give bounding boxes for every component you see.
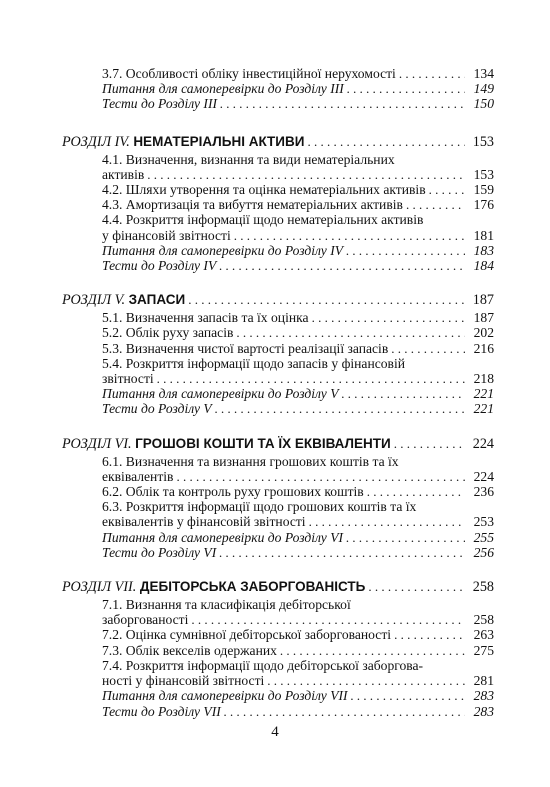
toc-entry xyxy=(62,212,494,242)
entry-label: 5.1. Визначення запасів та їх оцінка xyxy=(102,310,309,326)
entry-label: 5.2. Облік руху запасів xyxy=(102,325,234,341)
entry-page-number: 150 xyxy=(473,96,494,112)
toc-entry-extra xyxy=(62,401,494,416)
dot-leader xyxy=(367,484,465,499)
section-part-label: РОЗДІЛ VI. xyxy=(62,435,132,452)
entry-page-number: 263 xyxy=(473,627,494,643)
entry-label: Питання для самоперевірки до Розділу V xyxy=(102,386,339,402)
toc-entry-extra xyxy=(62,96,494,111)
toc-entry-extra xyxy=(62,530,494,545)
entry-label: еквівалентів у фінансовій звітності xyxy=(102,514,306,530)
toc-entry-extra xyxy=(62,704,494,719)
toc-section xyxy=(62,435,494,560)
section-part-label: РОЗДІЛ VII. xyxy=(62,579,137,596)
toc-entry xyxy=(62,197,494,212)
entry-line: 7.1. Визнання та класифікація дебіторської xyxy=(102,597,351,613)
toc-entry xyxy=(62,597,494,627)
dot-leader xyxy=(219,258,465,273)
entry-label: заборгованості xyxy=(102,612,189,628)
dot-leader xyxy=(147,167,465,182)
section-title: НЕМАТЕРІАЛЬНІ АКТИВИ xyxy=(133,133,305,149)
entry-label: Питання для самоперевірки до Розділу VII xyxy=(102,688,348,704)
entry-page-number: 149 xyxy=(473,81,494,97)
entry-label: 7.2. Оцінка сумнівної дебіторської заборгованості xyxy=(102,627,392,643)
section-heading-label xyxy=(62,578,365,596)
entry-page-number: 283 xyxy=(473,703,494,719)
entry-page-number: 202 xyxy=(473,325,494,341)
entry-label: Тести до Розділу ІІІ xyxy=(102,96,218,112)
toc-entry xyxy=(62,454,494,484)
entry-page-number: 256 xyxy=(473,544,494,560)
entry-page-number: 218 xyxy=(473,371,494,387)
entry-label: 4.3. Амортизація та вибуття нематеріальних активів xyxy=(102,197,403,213)
toc-entry-extra xyxy=(62,81,494,96)
section-page-number: 224 xyxy=(472,435,494,452)
entry-label: 5.3. Визначення чистої вартості реалізації запасів xyxy=(102,340,389,356)
entry-line: 6.1. Визначення та визнання грошових коштів та їх xyxy=(102,453,399,469)
entry-page-number: 236 xyxy=(473,484,494,500)
entry-label: 3.7. Особливості обліку інвестиційної нерухомості xyxy=(102,66,396,81)
toc-entry xyxy=(62,484,494,499)
toc-entry-extra xyxy=(62,243,494,258)
toc-entry xyxy=(62,356,494,386)
entry-label: Тести до Розділу IV xyxy=(102,258,217,274)
entry-page-number: 183 xyxy=(473,242,494,258)
entry-page-number: 176 xyxy=(473,197,494,213)
entry-page-number: 184 xyxy=(473,258,494,274)
dot-leader xyxy=(394,435,465,452)
dot-leader xyxy=(191,612,465,627)
dot-leader xyxy=(309,514,465,529)
entry-page-number: 187 xyxy=(473,310,494,326)
toc-entry-extra xyxy=(62,545,494,560)
section-title: ДЕБІТОРСЬКА ЗАБОРГОВАНІСТЬ xyxy=(139,579,366,595)
entry-page-number: 283 xyxy=(473,688,494,704)
dot-leader xyxy=(351,688,465,703)
toc-section xyxy=(62,66,494,112)
entry-page-number: 255 xyxy=(473,529,494,545)
section-page-number: 153 xyxy=(472,133,494,150)
entry-label: Тести до Розділу VII xyxy=(102,703,221,719)
entry-page-number: 281 xyxy=(473,673,494,689)
dot-leader xyxy=(280,643,465,658)
dot-leader xyxy=(406,197,465,212)
entry-line: 7.4. Розкриття інформації щодо дебіторської заборгова- xyxy=(102,657,424,673)
entry-page-number: 253 xyxy=(473,514,494,530)
toc-section xyxy=(62,578,494,719)
table-of-contents xyxy=(62,66,494,737)
section-page-number: 187 xyxy=(472,292,494,309)
entry-line: 6.3. Розкриття інформації щодо грошових коштів та їх xyxy=(102,499,417,515)
entry-label: у фінансовій звітності xyxy=(102,227,231,243)
section-title: ЗАПАСИ xyxy=(128,292,186,308)
entry-label: Тести до Розділу VI xyxy=(102,544,217,560)
entry-page-number: 134 xyxy=(473,66,494,81)
entry-label: 4.2. Шляхи утворення та оцінка нематеріальних активів xyxy=(102,182,426,198)
dot-leader xyxy=(267,673,465,688)
dot-leader xyxy=(342,386,465,401)
dot-leader xyxy=(312,310,465,325)
entry-line: 4.4. Розкриття інформації щодо нематеріальних активів xyxy=(102,212,424,228)
entry-line: 4.1. Визначення, визнання та види нематеріальних xyxy=(102,151,395,167)
dot-leader xyxy=(188,291,465,308)
entry-label: еквівалентів xyxy=(102,468,174,484)
section-heading xyxy=(62,291,494,309)
dot-leader xyxy=(399,66,465,81)
section-part-label: РОЗДІЛ IV. xyxy=(62,133,130,150)
dot-leader xyxy=(236,325,465,340)
dot-leader xyxy=(224,704,465,719)
toc-entry-extra xyxy=(62,688,494,703)
section-title: ГРОШОВІ КОШТИ ТА ЇХ ЕКВІВАЛЕНТИ xyxy=(135,435,391,451)
toc-entry xyxy=(62,643,494,658)
dot-leader xyxy=(176,469,465,484)
entry-label: звітності xyxy=(102,371,154,387)
dot-leader xyxy=(347,81,465,96)
toc-entry xyxy=(62,499,494,529)
section-page-number: 258 xyxy=(472,579,494,596)
section-heading xyxy=(62,133,494,151)
dot-leader xyxy=(346,530,465,545)
toc-entry xyxy=(62,627,494,642)
dot-leader xyxy=(307,133,465,150)
dot-leader xyxy=(220,96,465,111)
dot-leader xyxy=(215,401,465,416)
section-heading-label xyxy=(62,291,185,309)
dot-leader xyxy=(234,228,465,243)
page-number: 4 xyxy=(271,724,279,740)
toc-entry xyxy=(62,182,494,197)
entry-label: Тести до Розділу V xyxy=(102,401,212,417)
entry-line: 5.4. Розкриття інформації щодо запасів у фінансовій xyxy=(102,355,406,371)
toc-entry xyxy=(62,325,494,340)
dot-leader xyxy=(429,182,465,197)
entry-page-number: 159 xyxy=(473,182,494,198)
entry-label: активів xyxy=(102,166,145,182)
dot-leader xyxy=(394,627,465,642)
dot-leader xyxy=(368,578,465,595)
section-heading-label xyxy=(62,133,304,151)
entry-label: Питання для самоперевірки до Розділу ІІІ xyxy=(102,81,344,97)
entry-page-number: 221 xyxy=(473,386,494,402)
section-heading-label xyxy=(62,435,391,453)
entry-label: Питання для самоперевірки до Розділу IV xyxy=(102,242,344,258)
toc-section xyxy=(62,133,494,274)
dot-leader xyxy=(157,371,465,386)
section-heading xyxy=(62,578,494,596)
entry-page-number: 275 xyxy=(473,642,494,658)
entry-page-number: 153 xyxy=(473,166,494,182)
toc-entry xyxy=(62,658,494,688)
toc-entry xyxy=(62,310,494,325)
entry-label: Питання для самоперевірки до Розділу VI xyxy=(102,529,344,545)
toc-entry-extra xyxy=(62,258,494,273)
toc-entry xyxy=(62,152,494,182)
entry-page-number: 216 xyxy=(473,340,494,356)
entry-page-number: 258 xyxy=(473,612,494,628)
toc-section xyxy=(62,291,494,416)
entry-label: 6.2. Облік та контроль руху грошових коштів xyxy=(102,484,364,500)
section-part-label: РОЗДІЛ V. xyxy=(62,292,126,309)
dot-leader xyxy=(346,243,465,258)
entry-page-number: 221 xyxy=(473,401,494,417)
dot-leader xyxy=(391,341,465,356)
entry-page-number: 224 xyxy=(473,468,494,484)
section-heading xyxy=(62,435,494,453)
toc-entry-extra xyxy=(62,386,494,401)
dot-leader xyxy=(219,545,465,560)
toc-entry xyxy=(62,341,494,356)
toc-entry xyxy=(62,66,494,81)
entry-label: ності у фінансовій звітності xyxy=(102,673,265,689)
entry-page-number: 181 xyxy=(473,227,494,243)
entry-label: 7.3. Облік векселів одержаних xyxy=(102,642,277,658)
